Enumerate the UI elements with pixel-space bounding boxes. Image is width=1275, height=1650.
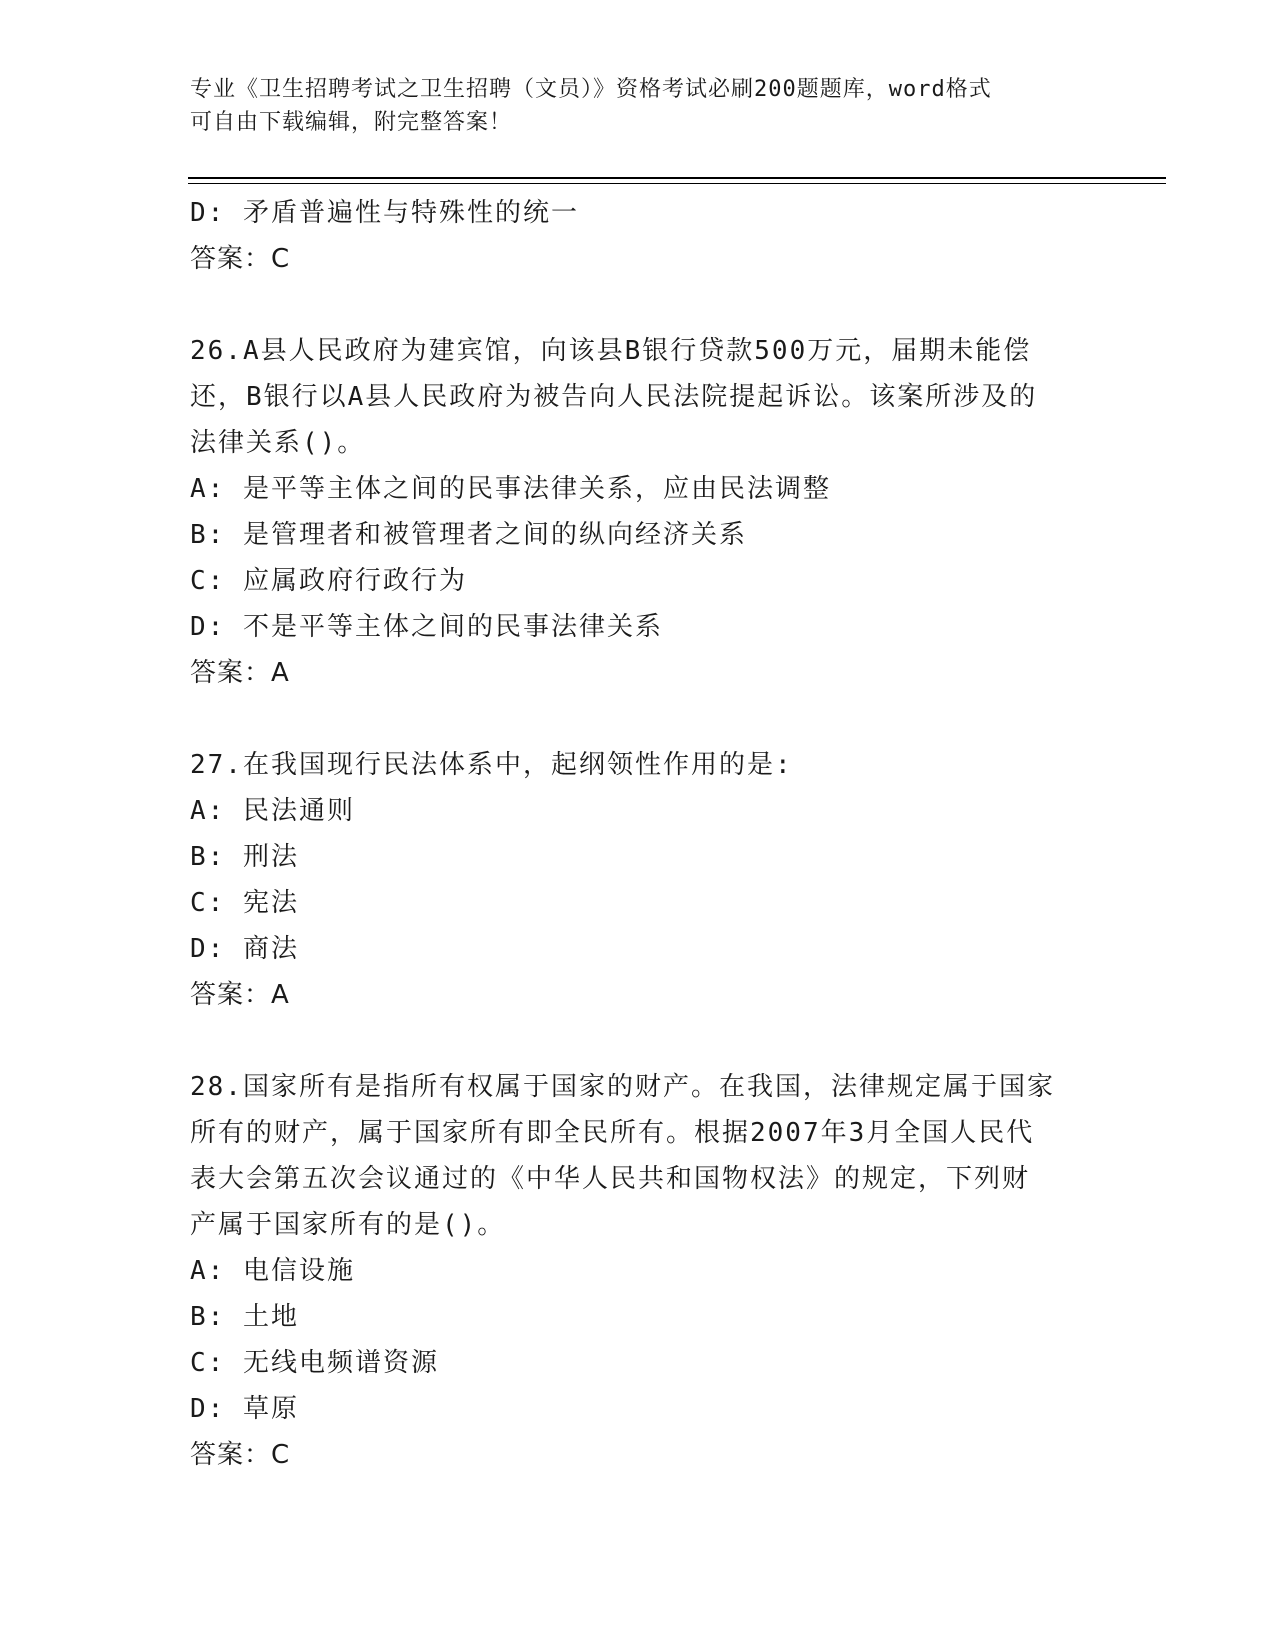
question-28-stem-line: 产属于国家所有的是()。 [190, 1210, 506, 1240]
question-28-stem-line: 28.国家所有是指所有权属于国家的财产。在我国，法律规定属于国家 [190, 1072, 1055, 1102]
question-28-answer: 答案：C [190, 1440, 291, 1470]
question-27-option-c: C: 宪法 [190, 888, 299, 918]
question-26-option-d: D: 不是平等主体之间的民事法律关系 [190, 612, 663, 642]
header-line-1: 专业《卫生招聘考试之卫生招聘（文员）》资格考试必刷200题题库，word格式 [190, 77, 992, 102]
spacer [190, 696, 1090, 742]
header-line-2: 可自由下载编辑，附完整答案！ [190, 110, 513, 135]
document-header [190, 73, 1090, 139]
question-26-option-b: B: 是管理者和被管理者之间的纵向经济关系 [190, 520, 747, 550]
header-rule-thick [188, 177, 1166, 179]
prev-question-answer: 答案：C [190, 244, 291, 274]
question-26-stem-line: 还，B银行以A县人民政府为被告向人民法院提起诉讼。该案所涉及的 [190, 382, 1038, 412]
question-26-stem-line: 法律关系()。 [190, 428, 366, 458]
question-28-option-a: A: 电信设施 [190, 1256, 355, 1286]
spacer [190, 1018, 1090, 1064]
question-27-option-b: B: 刑法 [190, 842, 299, 872]
header-rule-thin [188, 183, 1166, 184]
question-26-stem-line: 26.A县人民政府为建宾馆，向该县B银行贷款500万元，届期未能偿 [190, 336, 1032, 366]
question-28-option-d: D: 草原 [190, 1394, 299, 1424]
question-27-option-d: D: 商法 [190, 934, 299, 964]
question-26-answer: 答案：A [190, 658, 290, 688]
question-28-option-b: B: 土地 [190, 1302, 299, 1332]
question-28-stem-line: 表大会第五次会议通过的《中华人民共和国物权法》的规定，下列财 [190, 1164, 1031, 1194]
question-list [190, 190, 1090, 1478]
prev-question-option-d: D: 矛盾普遍性与特殊性的统一 [190, 198, 579, 228]
question-26-option-c: C: 应属政府行政行为 [190, 566, 467, 596]
question-27-stem-line: 27.在我国现行民法体系中，起纲领性作用的是: [190, 750, 793, 780]
spacer [190, 282, 1090, 328]
question-27 [190, 742, 1090, 1018]
question-26-option-a: A: 是平等主体之间的民事法律关系，应由民法调整 [190, 474, 831, 504]
question-27-answer: 答案：A [190, 980, 290, 1010]
question-26 [190, 328, 1090, 696]
question-27-option-a: A: 民法通则 [190, 796, 355, 826]
question-28-option-c: C: 无线电频谱资源 [190, 1348, 439, 1378]
question-28-stem-line: 所有的财产，属于国家所有即全民所有。根据2007年3月全国人民代 [190, 1118, 1035, 1148]
question-28 [190, 1064, 1090, 1478]
